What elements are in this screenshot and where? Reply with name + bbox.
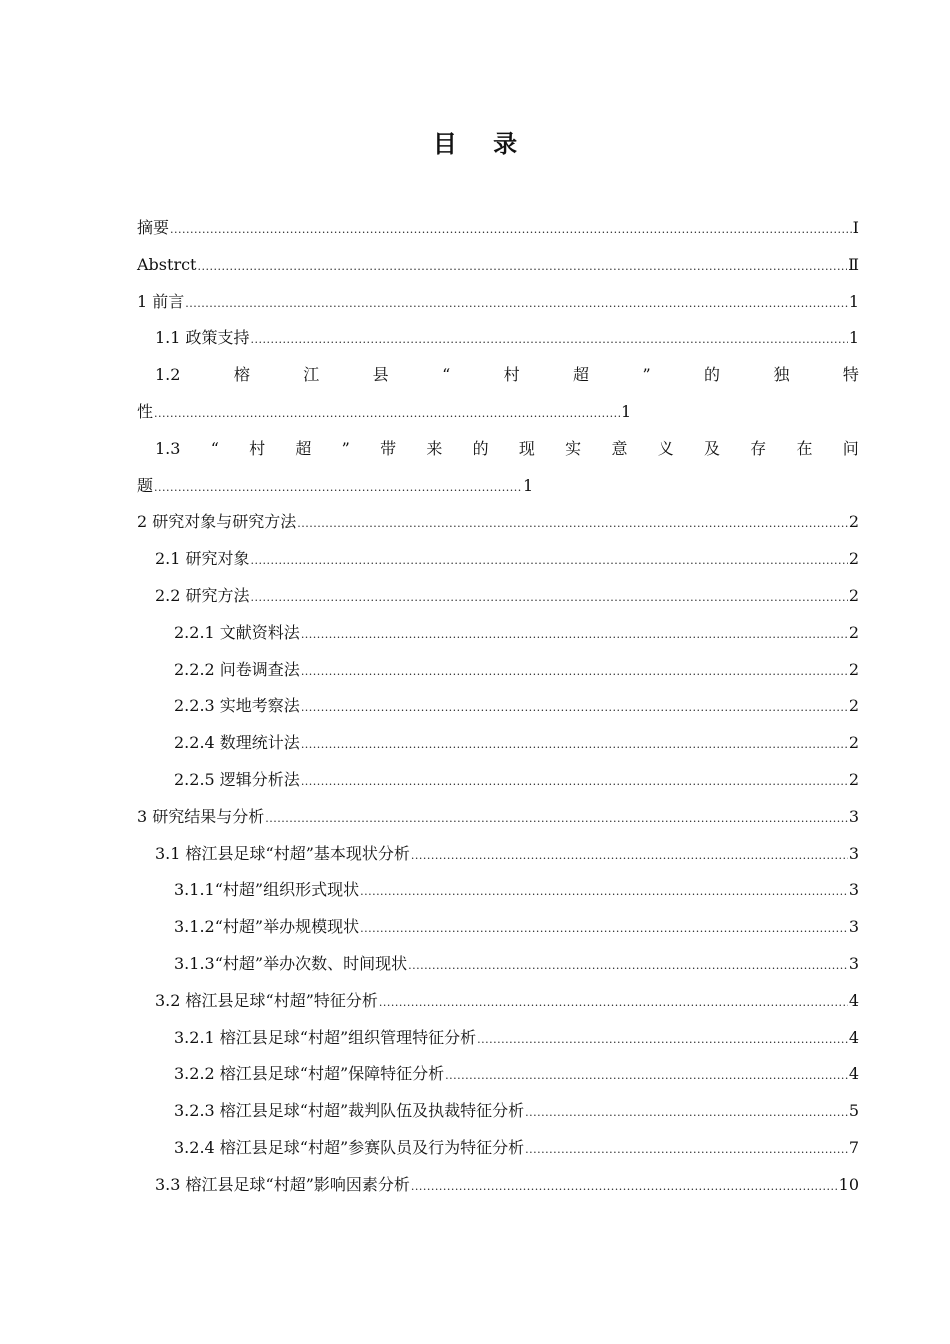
toc-page-number: 4 [848,990,859,1010]
dot-leader [301,617,848,654]
toc-entry-3-2-2[interactable] [137,1056,859,1093]
toc-entry-text-part: 的 [704,365,721,385]
toc-page-number: 2 [848,696,859,716]
toc-entry-text-part: 村 [503,365,520,385]
toc-entry-text: 3.2.3 榕江县足球“村超”裁判队伍及执裁特征分析 [174,1101,525,1121]
toc-entry-text: 1.1 政策支持 [155,328,250,348]
toc-entry-3-2-3[interactable] [137,1093,859,1130]
toc-page-number: 1 [523,475,534,495]
toc-entry-text-part: 榕 [233,365,250,385]
toc-entry-text: 2.2 研究方法 [155,585,250,605]
toc-entry-2-1[interactable] [137,541,859,578]
toc-entry-text-part: 问 [842,438,859,458]
page-title: 目 录 [432,130,532,158]
toc-page-number: 1 [848,291,859,311]
dot-leader [297,506,848,543]
toc-entry-2[interactable] [137,504,859,541]
toc-entry-text: 2.2.5 逻辑分析法 [174,769,300,789]
toc-entry-1-2-line1[interactable] [137,357,859,394]
toc-entry-text-part: ” [642,365,651,385]
toc-entry-1[interactable] [137,284,859,321]
toc-page-number: 3 [848,843,859,863]
toc-entry-1-2-line2[interactable] [137,394,859,431]
toc-entry-text-part: 意 [611,438,628,458]
dot-leader [154,470,522,507]
dot-leader [360,874,848,911]
toc-page-number: Ⅱ [848,254,859,274]
toc-entry-1-1[interactable] [137,320,859,357]
toc-page-number: Ⅰ [852,218,859,237]
dot-leader [301,727,848,764]
toc-page-number: 4 [848,1027,859,1047]
toc-entry-3-1-2[interactable] [137,909,859,946]
toc-entry-text: 题 [137,475,154,495]
toc-entry-abstract-cn[interactable] [137,210,859,247]
toc-page-number: 2 [848,733,859,753]
toc-entry-text-part: 在 [796,438,813,458]
toc-entry-text: 3 研究结果与分析 [137,806,265,826]
toc-entry-text: 3.2.1 榕江县足球“村超”组织管理特征分析 [174,1027,477,1047]
dot-leader [525,1132,848,1169]
toc-entry-text: 摘要 [137,218,170,237]
toc-entry-text-part: 县 [372,365,389,385]
toc-entry-3-1-1[interactable] [137,872,859,909]
dot-leader [265,801,848,838]
toc-entry-text-part: 超 [295,438,312,458]
toc-page-number: 4 [848,1064,859,1084]
dot-leader [197,249,847,286]
dot-leader [411,838,848,875]
dot-leader [360,911,848,948]
dot-leader [445,1058,848,1095]
toc-entry-text: 3.2 榕江县足球“村超”特征分析 [155,990,378,1010]
toc-entry-2-2-3[interactable] [137,688,859,725]
toc-page-number: 2 [848,585,859,605]
toc-entry-text-part: 带 [380,438,397,458]
toc-entry-2-2-4[interactable] [137,725,859,762]
toc-entry-text-part: 独 [773,365,790,385]
toc-entry-text-part: 及 [703,438,720,458]
dot-leader [170,212,852,249]
dot-leader [411,1169,838,1206]
toc-entry-2-2-1[interactable] [137,615,859,652]
toc-page-number: 3 [848,953,859,973]
toc-entry-3-2-1[interactable] [137,1020,859,1057]
toc-page-number: 2 [848,622,859,642]
toc-entry-text-part: 1.2 [155,365,181,385]
toc-entry-text: 1 前言 [137,291,185,311]
toc-entry-text-part: 1.3 [155,438,181,458]
toc-page-number: 7 [848,1137,859,1157]
toc-entry-text: 2.2.2 问卷调查法 [174,659,300,679]
toc-entry-text-part: 存 [750,438,767,458]
toc-entry-text-part: “ [442,365,451,385]
toc-entry-text: 3.2.2 榕江县足球“村超”保障特征分析 [174,1064,445,1084]
toc-entry-text: 3.3 榕江县足球“村超”影响因素分析 [155,1174,410,1194]
dot-leader [185,286,848,323]
toc-entry-text: 性 [137,401,154,421]
toc-entry-text-part: 的 [472,438,489,458]
toc-entry-2-2-2[interactable] [137,652,859,689]
toc-entry-text-part: ” [341,438,350,458]
dot-leader [301,764,848,801]
dot-leader [477,1022,848,1059]
toc-entry-2-2[interactable] [137,578,859,615]
toc-entry-text-part: 来 [426,438,443,458]
toc-entry-3[interactable] [137,799,859,836]
toc-entry-text: 2.1 研究对象 [155,549,250,569]
toc-entry-text-part: 现 [518,438,535,458]
toc-page-number: 3 [848,917,859,937]
toc-entry-text: 2.2.3 实地考察法 [174,696,300,716]
toc-page-number: 2 [848,659,859,679]
toc-entry-2-2-5[interactable] [137,762,859,799]
toc-entry-text: 3.1.2“村超”举办规模现状 [174,917,360,937]
toc-page-number: 10 [838,1174,859,1194]
toc-entry-text: 2 研究对象与研究方法 [137,512,297,532]
toc-entry-3-1[interactable] [137,836,859,873]
toc-page-number: 2 [848,549,859,569]
toc-page-number: 1 [848,328,859,348]
toc-entry-3-2[interactable] [137,983,859,1020]
toc-entry-text-part: 实 [565,438,582,458]
toc-page-number: 1 [621,401,632,421]
table-of-contents [137,210,859,1204]
toc-page-number: 5 [848,1101,859,1121]
dot-leader [408,948,848,985]
toc-entry-text: 2.2.4 数理统计法 [174,733,300,753]
toc-entry-text-part: 义 [657,438,674,458]
dot-leader [525,1095,848,1132]
toc-entry-text: Abstrct [137,254,197,274]
dot-leader [154,396,620,433]
toc-page-number: 2 [848,512,859,532]
toc-page-number: 3 [848,880,859,900]
toc-entry-text-part: “ [210,438,219,458]
toc-entry-3-2-4[interactable] [137,1130,859,1167]
dot-leader [251,580,848,617]
dot-leader [251,543,848,580]
toc-entry-text: 3.2.4 榕江县足球“村超”参赛队员及行为特征分析 [174,1137,525,1157]
toc-entry-text: 2.2.1 文献资料法 [174,622,300,642]
dot-leader [251,322,848,359]
toc-entry-text-part: 超 [573,365,590,385]
toc-entry-text-part: 村 [249,438,266,458]
toc-entry-1-3-line1[interactable] [137,431,859,468]
toc-entry-text: 3.1 榕江县足球“村超”基本现状分析 [155,843,410,863]
toc-entry-3-3[interactable] [137,1167,859,1204]
toc-entry-text: 3.1.1“村超”组织形式现状 [174,880,360,900]
toc-page-number: 3 [848,806,859,826]
toc-entry-1-3-line2[interactable] [137,468,859,505]
dot-leader [301,690,848,727]
toc-entry-text-part: 江 [303,365,320,385]
dot-leader [301,654,848,691]
toc-page-number: 2 [848,769,859,789]
dot-leader [379,985,848,1022]
toc-entry-3-1-3[interactable] [137,946,859,983]
toc-entry-text: 3.1.3“村超”举办次数、时间现状 [174,953,408,973]
toc-entry-abstract-en[interactable] [137,247,859,284]
toc-entry-text-part: 特 [842,365,859,385]
